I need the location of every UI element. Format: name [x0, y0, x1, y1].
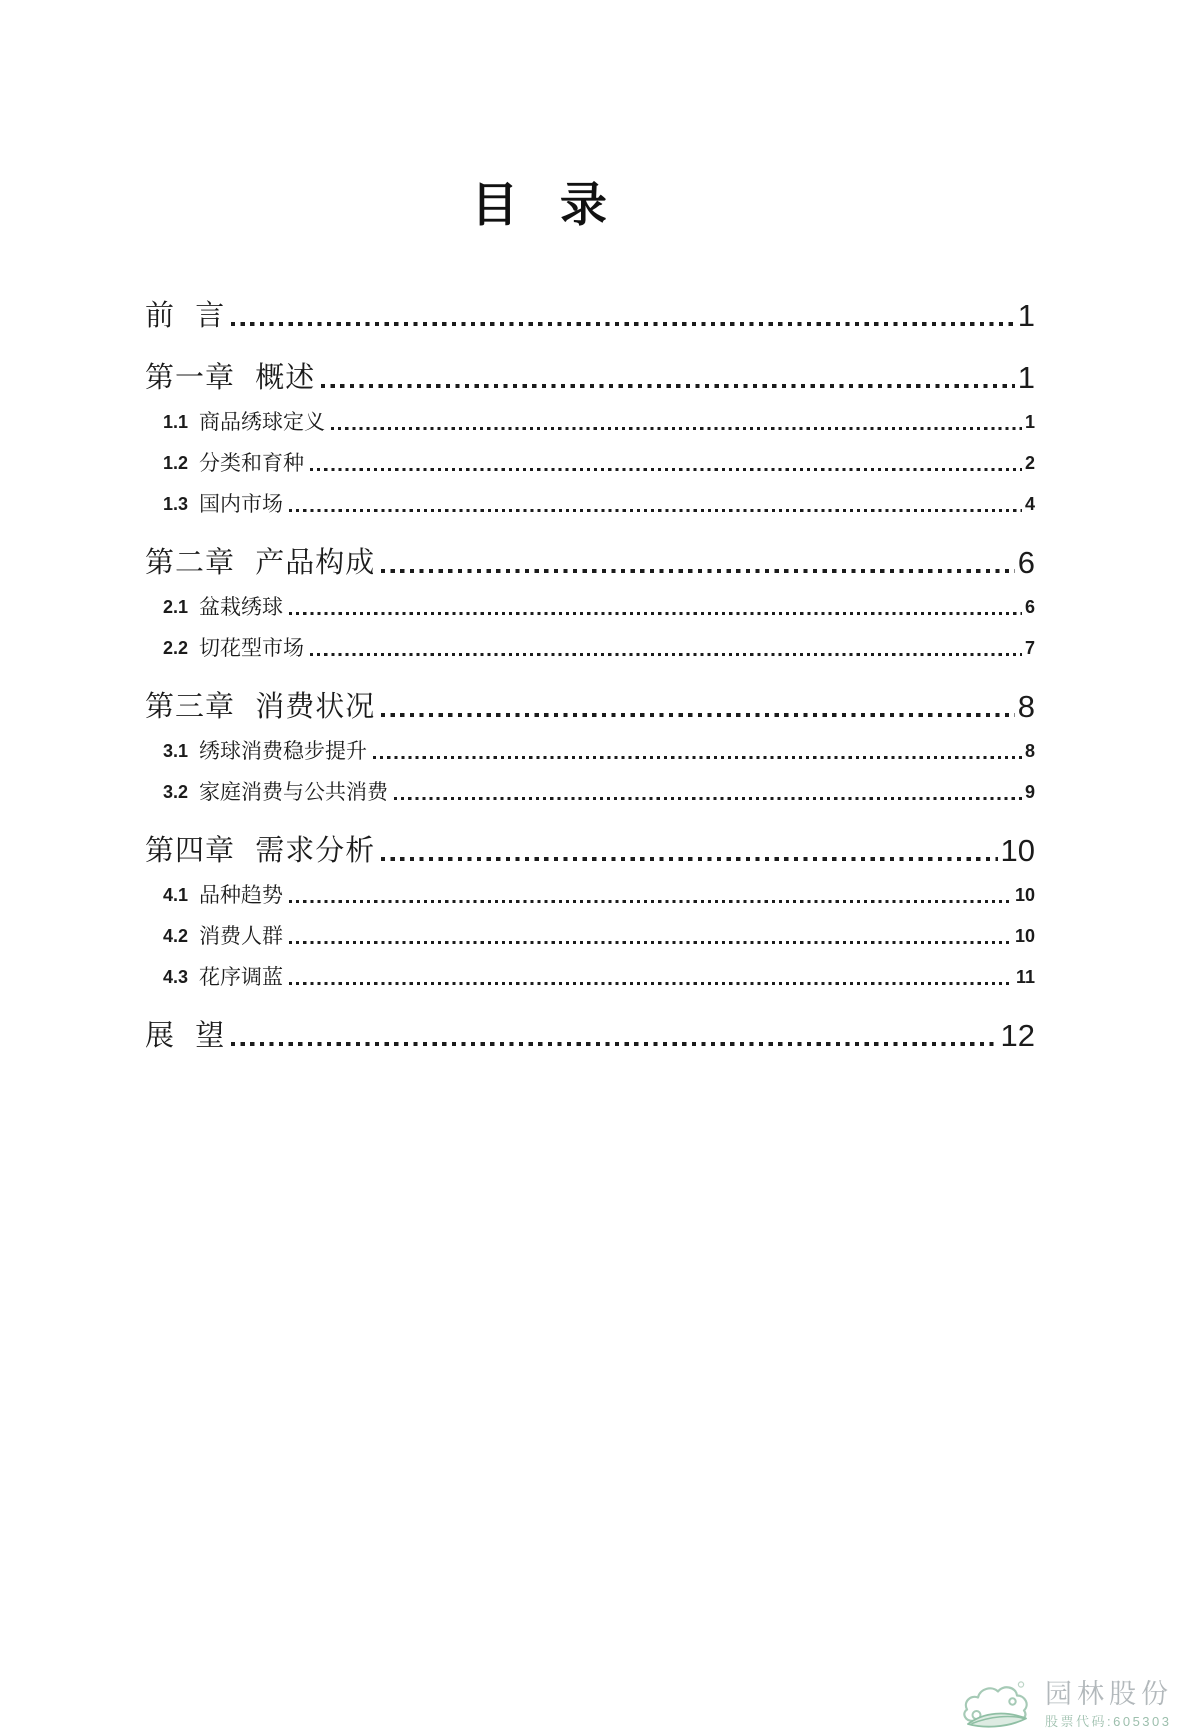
page-title: 目 录	[471, 180, 609, 232]
toc-entry[interactable]	[145, 633, 1035, 663]
toc-entry-label: 第一章 概述	[145, 362, 316, 394]
company-name: 园林股份	[1045, 1678, 1173, 1709]
toc-entry-label: 商品绣球定义	[199, 410, 326, 434]
toc-entry-page: 6	[1017, 545, 1035, 580]
toc-dot-leader	[231, 1018, 997, 1054]
toc-dot-leader	[331, 407, 1022, 437]
toc-dot-leader	[321, 360, 1014, 396]
toc-entry[interactable]	[145, 545, 1035, 581]
toc-entry-page: 9	[1024, 782, 1035, 802]
toc-entry[interactable]	[145, 407, 1035, 437]
toc-entry-label: 分类和育种	[199, 451, 305, 475]
company-logo	[960, 1680, 1173, 1730]
toc-entry[interactable]	[145, 880, 1035, 910]
toc-dot-leader	[310, 448, 1022, 478]
toc-entry-page: 12	[1000, 1018, 1035, 1053]
toc-entry-number: 2.1	[163, 597, 189, 617]
toc-entry-page: 6	[1024, 597, 1035, 617]
toc-entry-number: 1.3	[163, 494, 189, 514]
toc-dot-leader	[381, 689, 1014, 725]
toc-entry[interactable]	[145, 1018, 1035, 1054]
toc-dot-leader	[289, 592, 1022, 622]
toc-entry[interactable]	[145, 592, 1035, 622]
toc-entry-page: 10	[1014, 926, 1035, 946]
toc-dot-leader	[231, 298, 1014, 334]
toc-entry-page: 8	[1017, 689, 1035, 724]
toc-entry-label: 第四章 需求分析	[145, 835, 376, 867]
toc-entry-label: 切花型市场	[199, 636, 305, 660]
toc-dot-leader	[394, 777, 1022, 807]
toc-entry[interactable]	[145, 360, 1035, 396]
toc-entry[interactable]	[145, 448, 1035, 478]
toc-entry-number: 4.3	[163, 967, 189, 987]
toc-entry-number: 3.1	[163, 741, 189, 761]
toc-entry-label: 花序调蓝	[199, 965, 284, 989]
toc-dot-leader	[289, 880, 1012, 910]
logo-text-block	[1045, 1680, 1173, 1730]
toc-entry-number: 1.1	[163, 412, 189, 432]
toc-dot-leader	[289, 962, 1013, 992]
toc-entry[interactable]	[145, 777, 1035, 807]
toc-dot-leader	[310, 633, 1022, 663]
toc-entry-label: 展 望	[145, 1020, 226, 1052]
toc-entry-page: 2	[1024, 453, 1035, 473]
toc-entry-page: 8	[1024, 741, 1035, 761]
toc-entry-page: 1	[1017, 298, 1035, 333]
toc-entry[interactable]	[145, 489, 1035, 519]
toc-entry-label: 国内市场	[199, 492, 284, 516]
toc-entry-page: 1	[1017, 360, 1035, 395]
toc-entry-label: 第二章 产品构成	[145, 547, 376, 579]
toc-entry[interactable]	[145, 921, 1035, 951]
toc-entry[interactable]	[145, 298, 1035, 334]
toc-list	[145, 298, 1035, 1054]
toc-dot-leader	[289, 489, 1022, 519]
toc-entry-page: 4	[1024, 494, 1035, 514]
stock-code: 股票代码:605303	[1045, 1714, 1172, 1729]
toc-entry-label: 第三章 消费状况	[145, 691, 376, 723]
page-title-wrap	[0, 168, 1080, 235]
toc-entry-page: 10	[1014, 885, 1035, 905]
toc-entry-label: 前 言	[145, 300, 226, 332]
toc-entry-number: 2.2	[163, 638, 189, 658]
toc-entry-label: 品种趋势	[199, 883, 284, 907]
toc-dot-leader	[381, 833, 997, 869]
toc-dot-leader	[373, 736, 1022, 766]
toc-entry[interactable]	[145, 736, 1035, 766]
toc-entry-label: 家庭消费与公共消费	[199, 780, 389, 804]
toc-entry-page: 1	[1024, 412, 1035, 432]
toc-entry-number: 4.1	[163, 885, 189, 905]
toc-entry-page: 11	[1015, 967, 1035, 987]
toc-entry-number: 1.2	[163, 453, 189, 473]
toc-entry-label: 消费人群	[199, 924, 284, 948]
toc-entry-label: 绣球消费稳步提升	[199, 739, 368, 763]
toc-entry-page: 10	[1000, 833, 1035, 868]
toc-entry-number: 3.2	[163, 782, 189, 802]
toc-entry[interactable]	[145, 962, 1035, 992]
toc-entry-number: 4.2	[163, 926, 189, 946]
toc-entry-label: 盆栽绣球	[199, 595, 284, 619]
toc-entry[interactable]	[145, 833, 1035, 869]
registered-mark	[1018, 1682, 1023, 1687]
cloud-leaf-logo-icon	[960, 1680, 1036, 1730]
toc-entry-page: 7	[1024, 638, 1035, 658]
toc-dot-leader	[289, 921, 1012, 951]
toc-dot-leader	[381, 545, 1014, 581]
toc-entry[interactable]	[145, 689, 1035, 725]
